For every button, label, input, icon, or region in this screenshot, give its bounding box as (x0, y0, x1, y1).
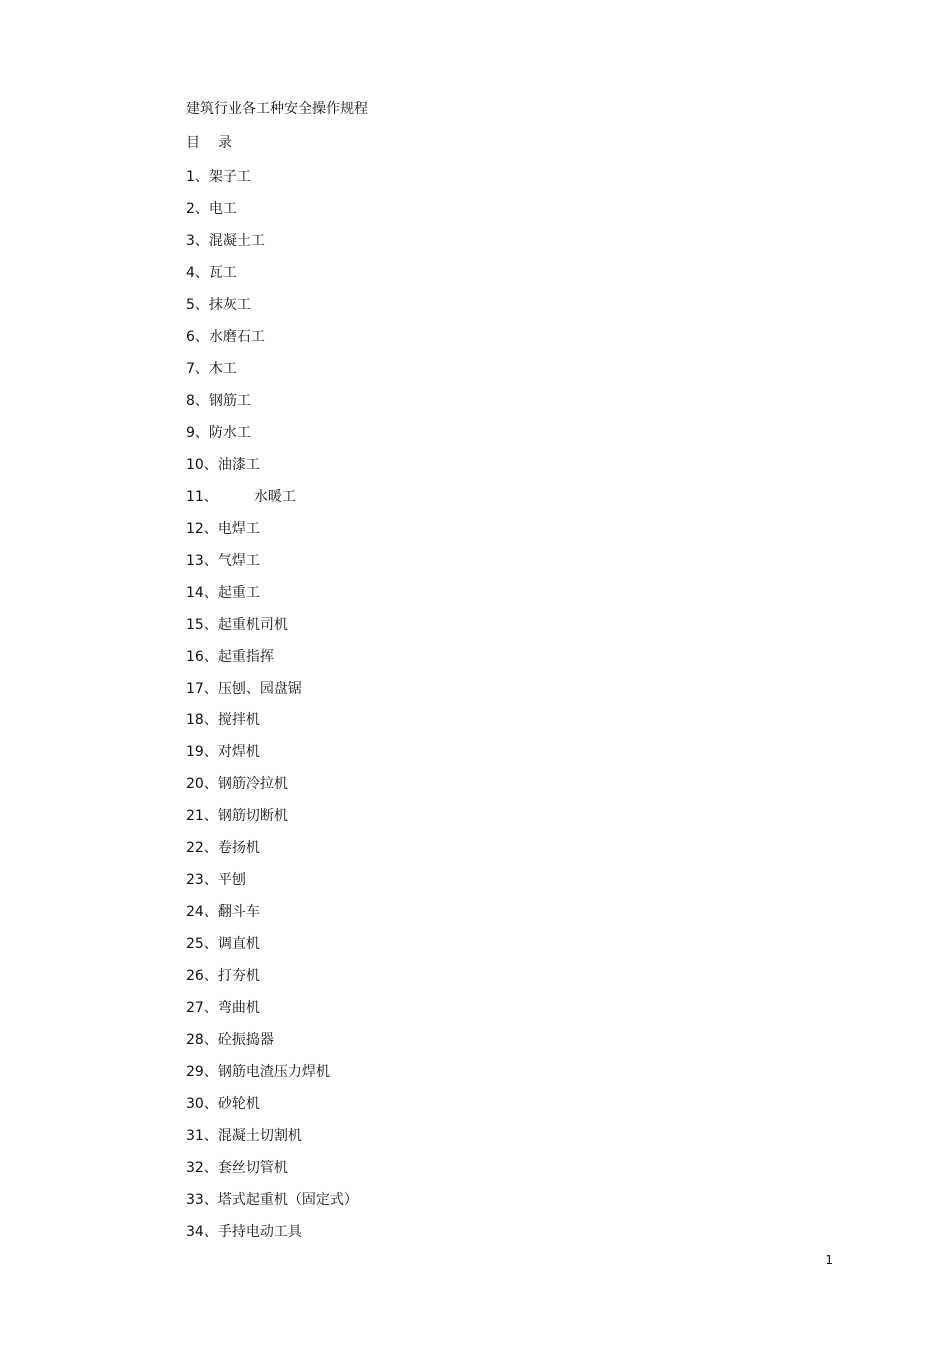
toc-item-number: 29、 (186, 1064, 218, 1081)
toc-item-label: 钢筋电渣压力焊机 (217, 1064, 330, 1081)
toc-item-label: 起重机司机 (217, 616, 288, 633)
toc-item (186, 167, 358, 199)
toc-item-label: 架子工 (208, 169, 251, 185)
toc-item-number: 25、 (186, 936, 218, 953)
toc-item (186, 295, 358, 327)
toc-heading-right: 录 (218, 135, 232, 151)
toc-item-label: 钢筋工 (208, 392, 251, 409)
toc-item-label: 电焊工 (217, 520, 260, 537)
toc-item-label: 抹灰工 (208, 296, 251, 313)
toc-item-label: 翻斗车 (217, 904, 260, 921)
toc-item-label: 砂轮机 (217, 1096, 260, 1113)
toc-item-label: 压刨、园盘锯 (217, 680, 302, 697)
toc-item-label: 电工 (208, 200, 237, 217)
toc-list (186, 167, 358, 1254)
toc-item-label: 对焊机 (217, 744, 260, 761)
toc-item-label: 搅拌机 (217, 712, 260, 729)
toc-item (186, 423, 358, 455)
toc-item-label: 手持电动工具 (217, 1223, 302, 1240)
toc-item-number: 19、 (186, 744, 218, 761)
toc-item (186, 519, 358, 551)
toc-item-number: 26、 (186, 968, 218, 985)
toc-item (186, 551, 358, 583)
toc-item (186, 838, 358, 870)
toc-item (186, 1158, 358, 1190)
toc-item-number: 20、 (186, 776, 218, 793)
toc-item-label: 调直机 (217, 936, 260, 953)
toc-item (186, 615, 358, 647)
toc-item-label: 水磨石工 (208, 328, 265, 345)
toc-item (186, 710, 358, 742)
toc-item (186, 1126, 358, 1158)
toc-item (186, 902, 358, 934)
toc-item-number: 4、 (186, 264, 209, 281)
toc-item (186, 391, 358, 423)
toc-item-label: 瓦工 (208, 264, 237, 281)
toc-item (186, 199, 358, 231)
toc-item (186, 487, 358, 519)
toc-item-number: 33、 (186, 1192, 218, 1208)
document-title: 建筑行业各工种安全操作规程 (186, 101, 368, 117)
toc-item-label: 弯曲机 (217, 1000, 260, 1017)
toc-item (186, 774, 358, 806)
toc-item-number: 24、 (186, 904, 218, 921)
toc-item (186, 455, 358, 487)
toc-item-number: 10、 (186, 456, 218, 473)
toc-item-number: 9、 (186, 424, 209, 441)
toc-item (186, 327, 358, 359)
toc-item-number: 2、 (186, 200, 209, 217)
toc-item (186, 1222, 358, 1254)
toc-item-number: 16、 (186, 648, 218, 665)
toc-item-label: 水暖工 (253, 488, 296, 505)
toc-item (186, 1062, 358, 1094)
toc-item-number: 13、 (186, 552, 218, 569)
toc-item-number: 18、 (186, 712, 218, 729)
toc-item-number: 15、 (186, 616, 218, 633)
toc-item-label: 起重工 (217, 584, 260, 601)
toc-item-number: 8、 (186, 392, 209, 409)
toc-item-number: 21、 (186, 808, 218, 825)
toc-item-label: 防水工 (208, 424, 251, 441)
toc-item (186, 679, 358, 711)
toc-item (186, 263, 358, 295)
toc-item-label: 卷扬机 (217, 840, 260, 857)
toc-item-number: 22、 (186, 840, 218, 857)
toc-item-number: 34、 (186, 1223, 218, 1240)
toc-item (186, 870, 358, 902)
toc-item (186, 998, 358, 1030)
toc-item-number: 28、 (186, 1032, 218, 1049)
toc-item-number: 27、 (186, 1000, 218, 1017)
toc-heading-left: 目 (186, 135, 200, 151)
toc-item-label: 平刨 (217, 872, 246, 889)
toc-item-number: 32、 (186, 1160, 218, 1177)
toc-item (186, 359, 358, 391)
toc-item-label: 塔式起重机（固定式） (217, 1192, 358, 1208)
toc-item-number: 17、 (186, 680, 218, 697)
toc-item (186, 806, 358, 838)
toc-item-number: 30、 (186, 1096, 218, 1113)
toc-item (186, 647, 358, 679)
toc-item (186, 1030, 358, 1062)
toc-item-label: 砼振捣器 (217, 1032, 274, 1049)
toc-item-number: 7、 (186, 360, 209, 377)
toc-item-number: 6、 (186, 328, 209, 345)
toc-item-label: 钢筋切断机 (217, 808, 288, 825)
toc-item-label: 混凝土工 (208, 232, 265, 249)
toc-item (186, 231, 358, 263)
toc-item (186, 1094, 358, 1126)
toc-item-label: 起重指挥 (217, 648, 274, 665)
toc-item (186, 583, 358, 615)
toc-item-label: 套丝切管机 (217, 1160, 288, 1177)
page-number: 1 (825, 1253, 833, 1267)
toc-item (186, 1190, 358, 1222)
toc-item-number: 1、 (186, 169, 209, 185)
toc-item-label: 木工 (208, 360, 237, 377)
toc-item-label: 油漆工 (217, 456, 260, 473)
toc-item-number: 31、 (186, 1128, 218, 1145)
toc-item-label: 混凝土切割机 (217, 1128, 302, 1145)
toc-item-number: 12、 (186, 520, 218, 537)
toc-item-label: 打夯机 (217, 968, 260, 985)
toc-item-label: 钢筋冷拉机 (217, 776, 288, 793)
toc-item (186, 934, 358, 966)
toc-item (186, 742, 358, 774)
toc-item-number: 11、 (186, 488, 218, 505)
toc-heading (186, 133, 232, 153)
toc-item (186, 966, 358, 998)
toc-item-number: 23、 (186, 872, 218, 889)
toc-item-number: 5、 (186, 296, 209, 313)
toc-item-number: 3、 (186, 232, 209, 249)
toc-item-label: 气焊工 (217, 552, 260, 569)
toc-item-number: 14、 (186, 584, 218, 601)
